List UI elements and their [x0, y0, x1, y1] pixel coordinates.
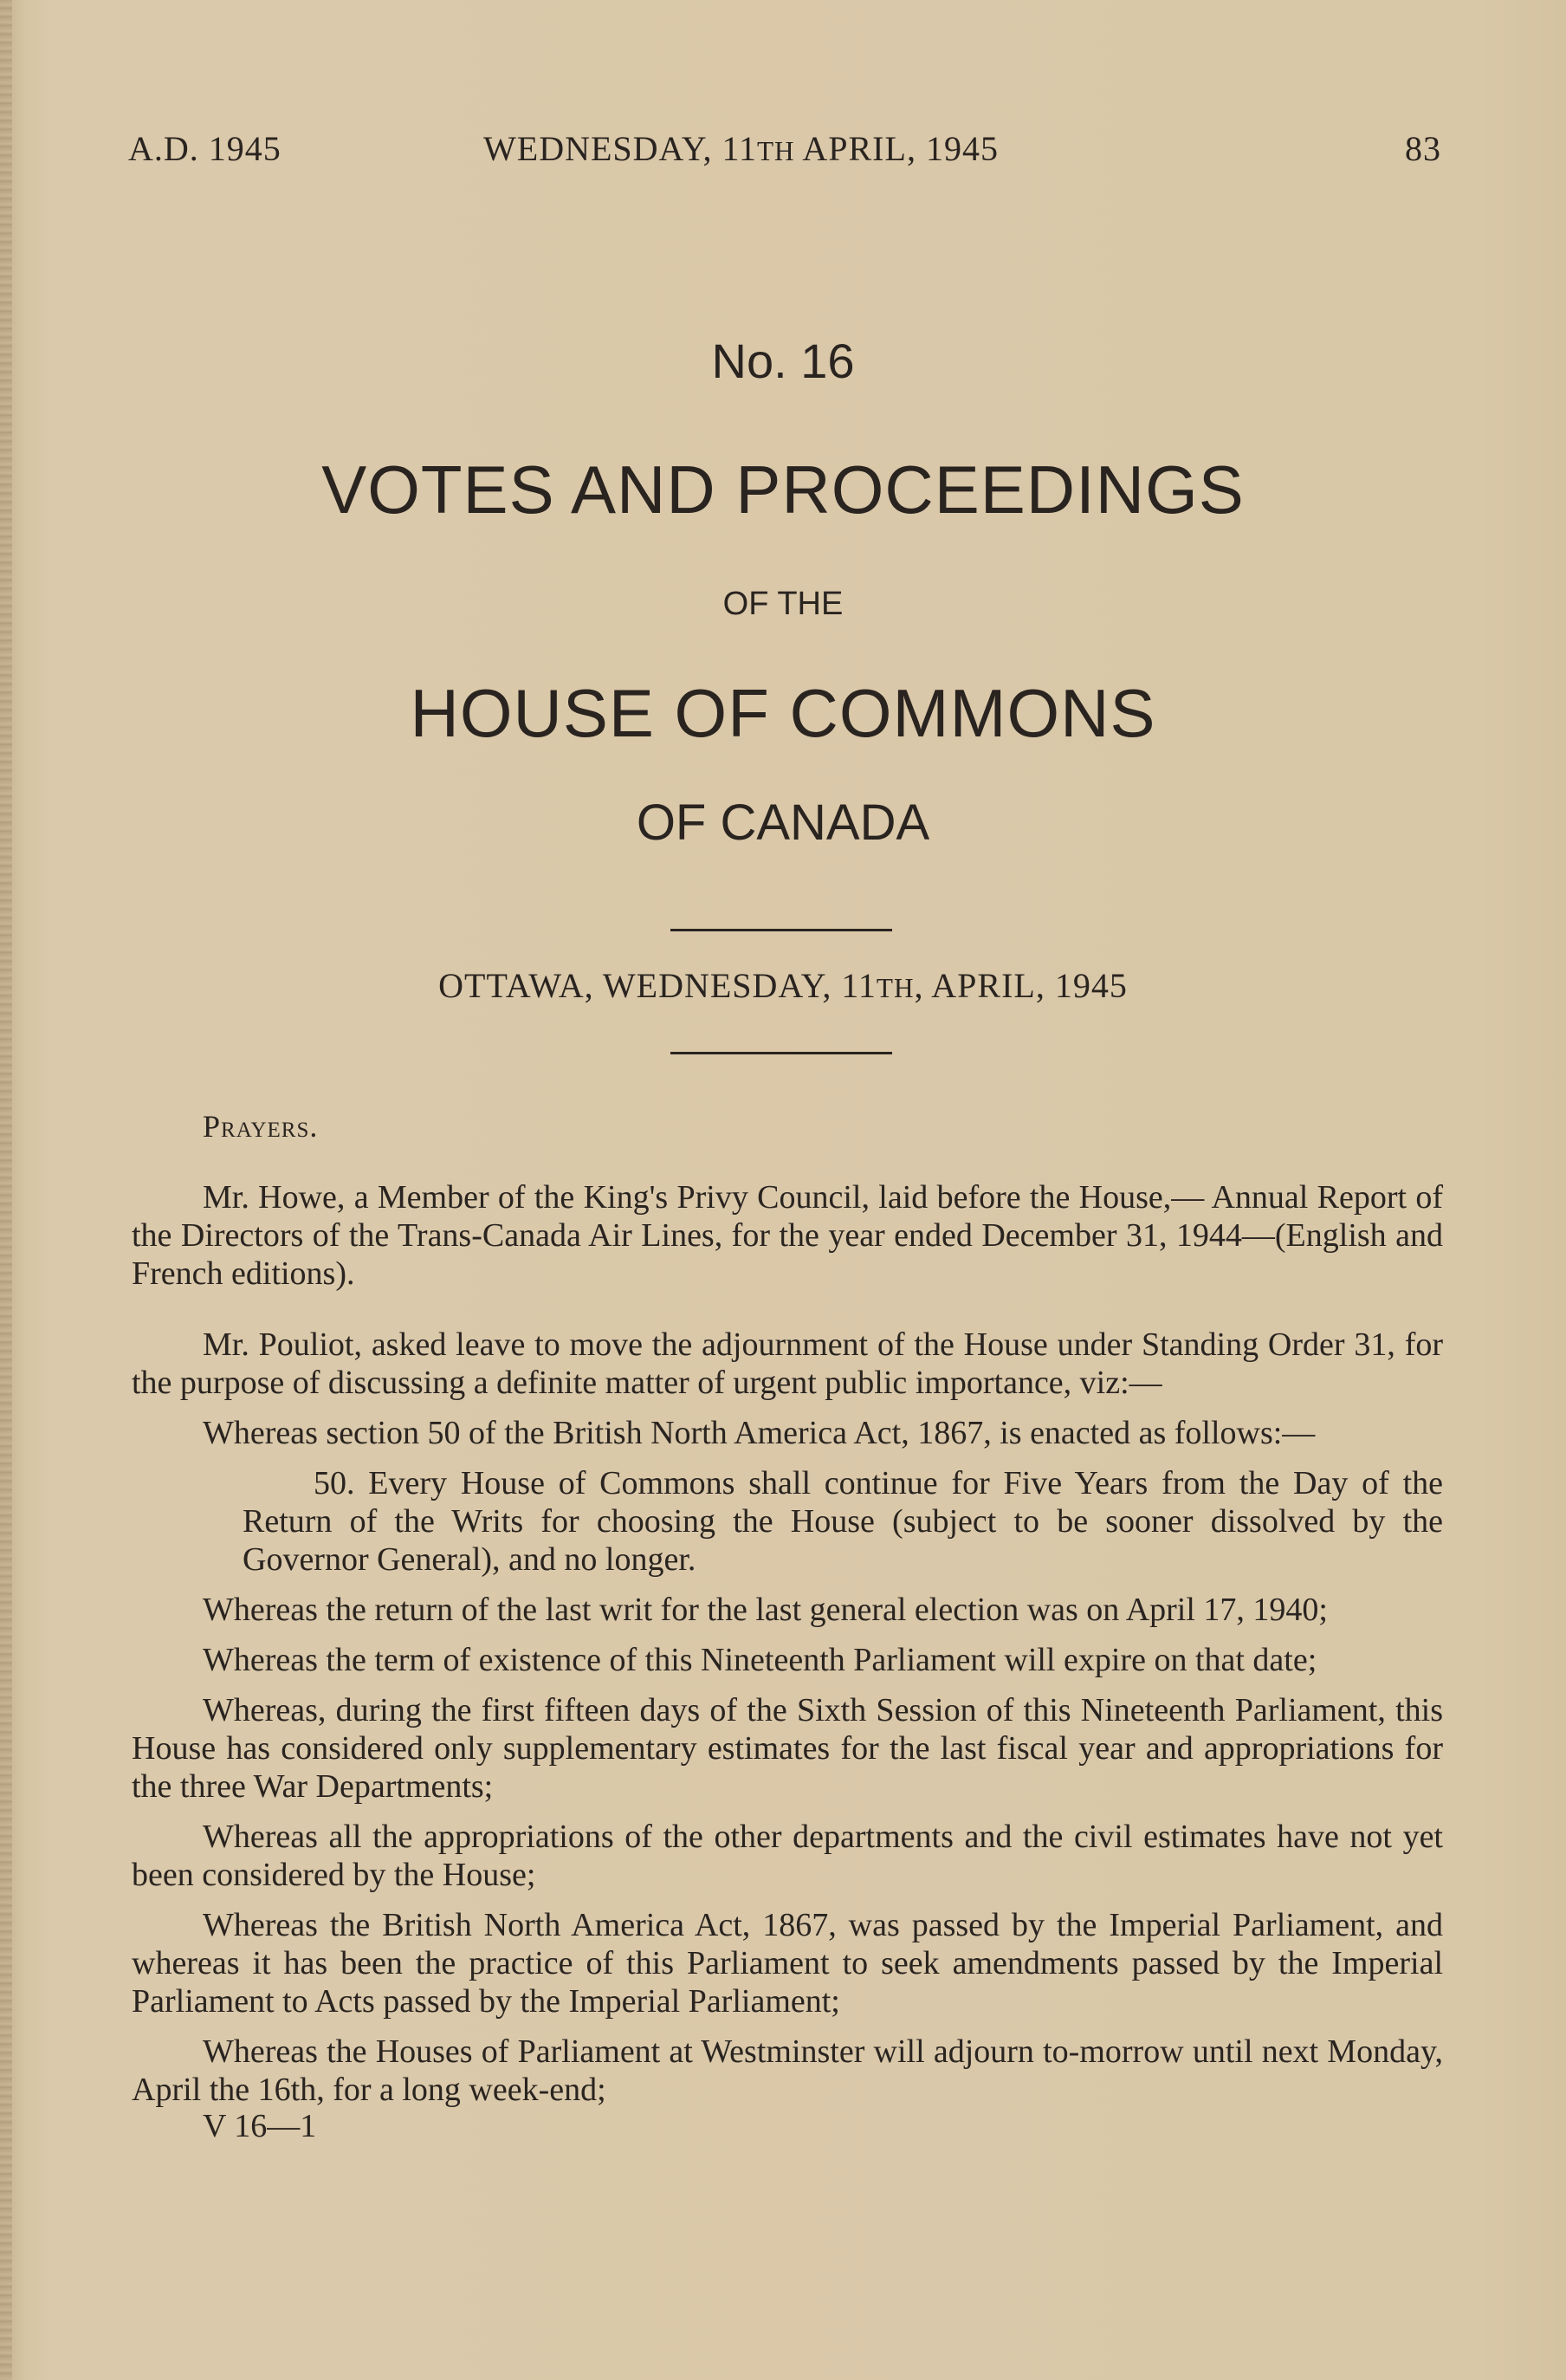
- paragraph: Whereas the British North America Act, 1867, was passed by the Imperial Parliament, and whereas it has been the practice of this Parliament to seek amendments passed by the Imperial Parliament to Acts passed by the Imperial Parliament;: [132, 1907, 1443, 2020]
- quoted-section: 50. Every House of Commons shall continue for Five Years from the Day of the Return of the Writs for choosing the House (subject to be sooner dissolved by the Governor General), and no longer.: [243, 1465, 1443, 1578]
- document-title: VOTES AND PROCEEDINGS: [321, 451, 1245, 528]
- prayers-heading: Prayers.: [203, 1109, 319, 1144]
- paragraph: Whereas all the appropriations of the other departments and the civil estimates have not yet been considered by the House;: [132, 1819, 1443, 1893]
- dateline: OTTAWA, WEDNESDAY, 11TH, APRIL, 1945: [438, 966, 1128, 1005]
- house-title: HOUSE OF COMMONS: [410, 675, 1156, 751]
- paragraph: Whereas section 50 of the British North America Act, 1867, is enacted as follows:—: [203, 1415, 1316, 1451]
- paragraph: Whereas, during the first fifteen days of the Sixth Session of this Nineteenth Parliament, this House has considered only supplementary estimates for the last fiscal year and appropriations for the three War Departments;: [132, 1692, 1443, 1805]
- paragraph: Whereas the term of existence of this Nineteenth Parliament will expire on that date;: [203, 1642, 1317, 1678]
- paragraph: Mr. Pouliot, asked leave to move the adjournment of the House under Standing Order 31, for the purpose of discussing a definite matter of urgent public importance, viz:—: [132, 1326, 1443, 1401]
- paragraph: Whereas the Houses of Parliament at Westminster will adjourn to-morrow until next Monday, April the 16th, for a long week-end;: [132, 2033, 1443, 2108]
- divider-rule: [670, 1052, 892, 1054]
- proceedings-body: [132, 1107, 1443, 2145]
- country-title: OF CANADA: [636, 794, 930, 851]
- divider-rule: [670, 929, 892, 931]
- running-head: [128, 128, 1441, 173]
- paragraph: Whereas the return of the last writ for the last general election was on April 17, 1940;: [203, 1592, 1328, 1628]
- running-head-date: WEDNESDAY, 11TH APRIL, 1945: [483, 129, 999, 168]
- signature-mark: V 16—1: [203, 2108, 317, 2144]
- paragraph: Mr. Howe, a Member of the King's Privy Council, laid before the House,— Annual Report of the Directors of the Trans-Canada Air Lines, for the year ended December 31, 1944—(English and French editions).: [132, 1179, 1443, 1292]
- running-head-year: A.D. 1945: [128, 129, 281, 168]
- page-number: 83: [1405, 129, 1441, 168]
- title-connector: OF THE: [722, 586, 844, 622]
- issue-number: No. 16: [711, 334, 855, 388]
